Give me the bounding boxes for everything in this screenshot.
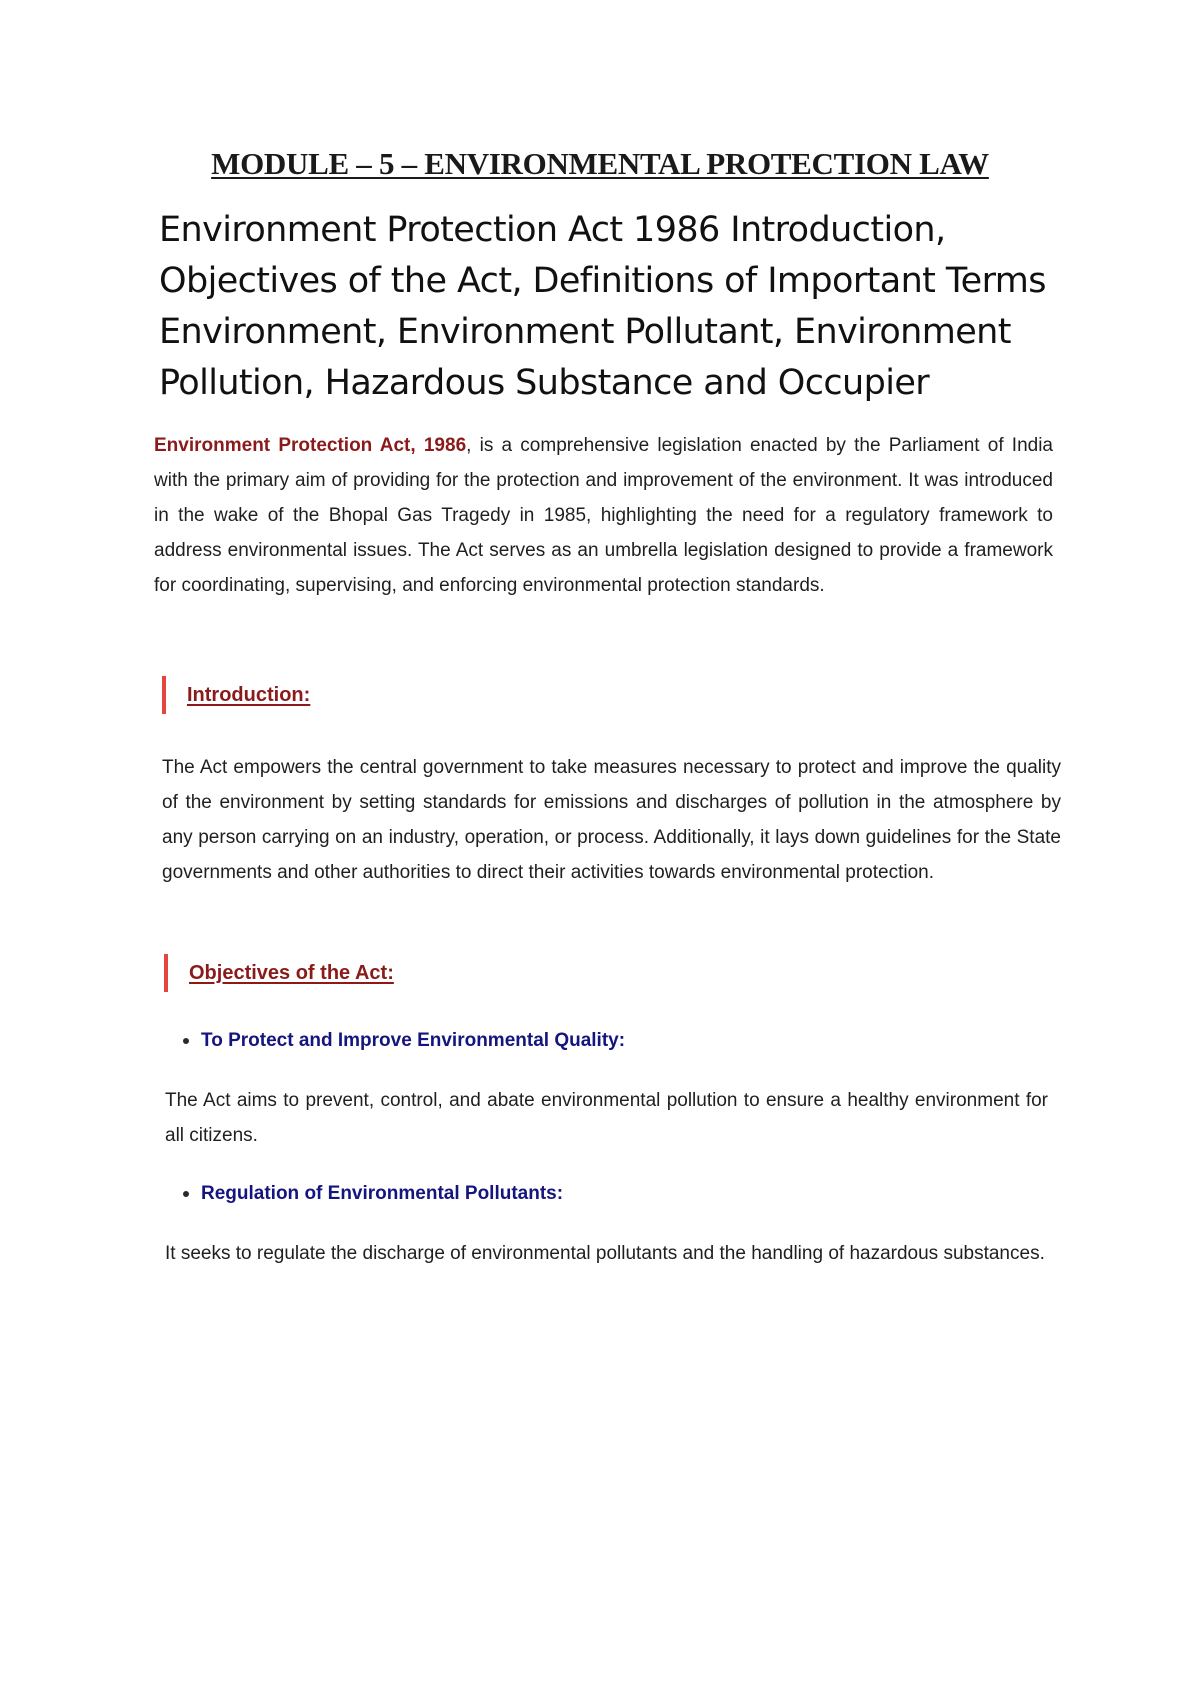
section-accent-bar <box>162 676 166 714</box>
bullet-dot-icon <box>183 1038 189 1044</box>
section-heading-introduction <box>162 676 310 714</box>
objective-title: Regulation of Environmental Pollutants: <box>201 1183 564 1204</box>
module-title: MODULE – 5 – ENVIRONMENTAL PROTECTION LAW <box>211 146 989 181</box>
section-heading-objectives <box>164 954 394 992</box>
intro-paragraph <box>154 428 1053 603</box>
main-heading: Environment Protection Act 1986 Introduction, Objectives of the Act, Definitions of Important Terms Environment, Environment Pollutant, Environment Pollution, Hazardous Substance and Occupier <box>159 210 1046 403</box>
section-label-introduction: Introduction: <box>187 683 311 706</box>
objective-description: It seeks to regulate the discharge of environmental pollutants and the handling of hazardous substances. <box>165 1243 1045 1264</box>
bullet-dot-icon <box>183 1191 189 1197</box>
section-label-objectives: Objectives of the Act: <box>189 961 394 984</box>
objective-description: The Act aims to prevent, control, and abate environmental pollution to ensure a healthy environment for all citizens. <box>165 1090 1048 1146</box>
section-accent-bar <box>164 954 168 992</box>
introduction-paragraph: The Act empowers the central government to take measures necessary to protect and improve the quality of the environment by setting standards for emissions and discharges of pollution in the atmosphere by any person carrying on an industry, operation, or process. Additionally, it lays down guidelines for the State governments and other authorities to direct their activities towards environmental protection. <box>162 757 1061 883</box>
objective-bullet <box>183 1183 563 1205</box>
intro-paragraph-text: , is a comprehensive legislation enacted by the Parliament of India with the primary aim of providing for the protection and improvement of the environment. It was introduced in the wake of the Bhopal Gas Tragedy in 1985, highlighting the need for a regulatory framework to address environmental issues. The Act serves as an umbrella legislation designed to provide a framework for coordinating, supervising, and enforcing environmental protection standards. <box>154 435 1053 596</box>
act-name-highlight: Environment Protection Act, 1986 <box>154 435 467 456</box>
objective-title: To Protect and Improve Environmental Quality: <box>201 1030 626 1051</box>
objective-bullet <box>183 1030 625 1052</box>
